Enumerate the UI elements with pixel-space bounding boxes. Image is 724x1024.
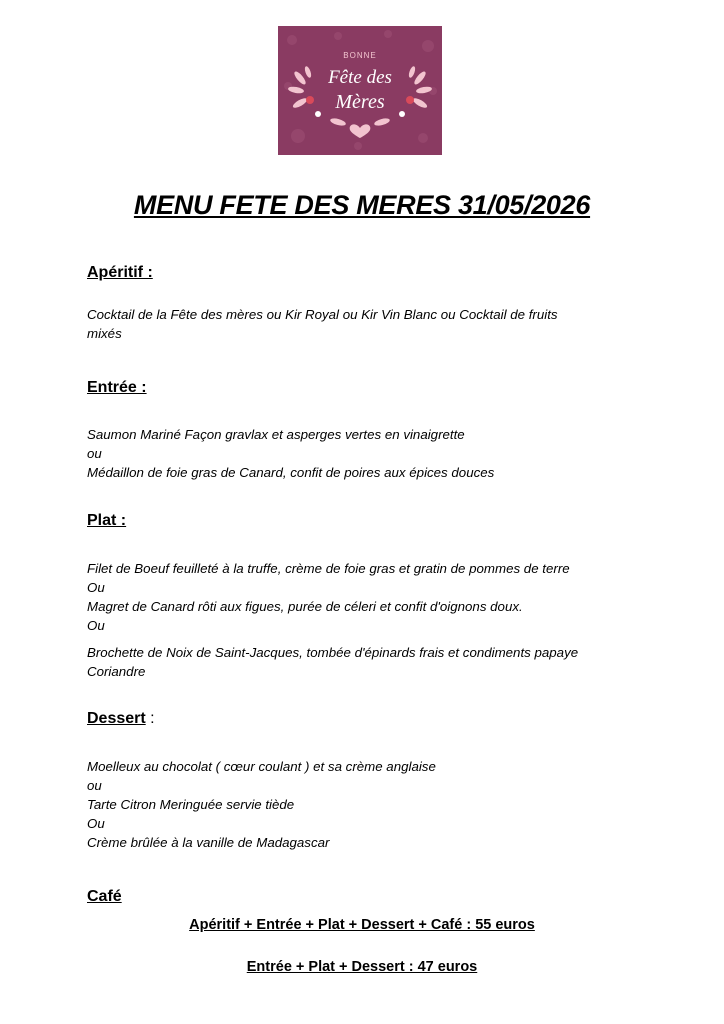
dessert-line: ou — [87, 778, 102, 793]
fete-des-meres-logo — [278, 26, 442, 155]
plat-line: Magret de Canard rôti aux figues, purée de céleri et confit d'oignons doux. — [87, 599, 523, 614]
dessert-line: Ou — [87, 816, 105, 831]
dessert-line: Moelleux au chocolat ( cœur coulant ) et sa crème anglaise — [87, 759, 436, 774]
section-heading-dessert: Dessert : — [87, 710, 155, 727]
plat-line: Brochette de Noix de Saint-Jacques, tombée d'épinards frais et condiments papaye — [87, 645, 579, 660]
entree-line: Médaillon de foie gras de Canard, confit de poires aux épices douces — [87, 465, 495, 480]
price-short-menu: Entrée + Plat + Dessert : 47 euros — [246, 959, 478, 975]
logo-line1: Fête des — [328, 67, 392, 88]
dessert-line: Crème brûlée à la vanille de Madagascar — [87, 835, 330, 850]
aperitif-line: Cocktail de la Fête des mères ou Kir Royal ou Kir Vin Blanc ou Cocktail de fruits — [87, 307, 558, 322]
aperitif-line: mixés — [87, 326, 122, 341]
plat-line: Coriandre — [87, 664, 146, 679]
plat-line: Ou — [87, 618, 105, 633]
price-full-menu: Apéritif + Entrée + Plat + Dessert + Café : 55 euros — [189, 917, 535, 933]
dessert-line: Tarte Citron Meringuée servie tiède — [87, 797, 295, 812]
section-heading-cafe: Café — [87, 888, 122, 905]
section-heading-plat: Plat : — [87, 512, 127, 529]
plat-line: Filet de Boeuf feuilleté à la truffe, crème de foie gras et gratin de pommes de terre — [87, 561, 570, 576]
plat-line: Ou — [87, 580, 105, 595]
menu-title: MENU FETE DES MERES 31/05/2026 — [133, 190, 591, 220]
logo-top-text: BONNE — [343, 51, 377, 60]
section-heading-entree: Entrée : — [87, 379, 147, 396]
entree-line: ou — [87, 446, 102, 461]
logo-line2: Mères — [335, 91, 385, 113]
section-heading-aperitif: Apéritif : — [87, 264, 153, 281]
entree-line: Saumon Mariné Façon gravlax et asperges vertes en vinaigrette — [87, 427, 465, 442]
